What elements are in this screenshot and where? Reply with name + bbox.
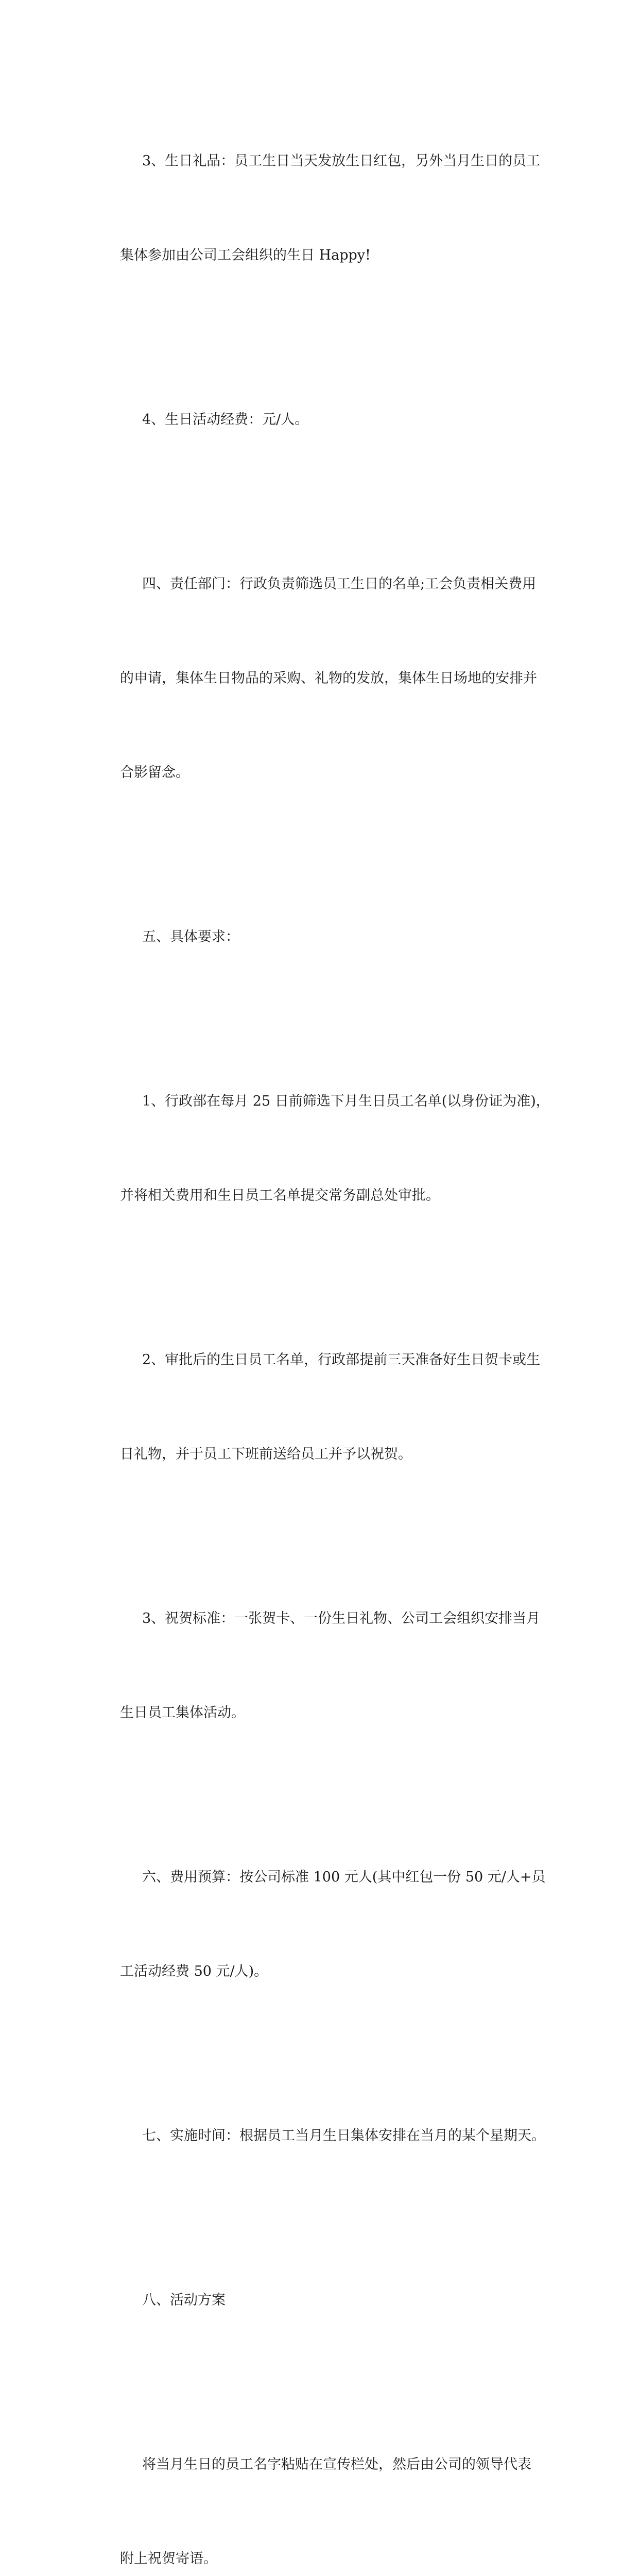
text-line: 合影留念。 <box>120 765 189 781</box>
text-line: 3、祝贺标准：一张贺卡、一份生日礼物、公司工会组织安排当月 <box>142 1611 541 1626</box>
paragraph-requirement-2 <box>98 1281 551 1533</box>
text-line: 附上祝贺寄语。 <box>120 2551 217 2567</box>
text-line: 八、活动方案 <box>142 2292 226 2308</box>
text-line: 1、行政部在每月 25 日前筛选下月生日员工名单(以身份证为准)， <box>142 1093 550 1109</box>
text-line: 四、责任部门：行政负责筛选员工生日的名单;工会负责相关费用 <box>142 576 537 592</box>
paragraph-requirement-1 <box>98 1023 551 1274</box>
text-line: 七、实施时间：根据员工当月生日集体安排在当月的某个星期天。 <box>142 2128 545 2144</box>
text-line: 生日员工集体活动。 <box>120 1705 245 1721</box>
text-line: 并将相关费用和生日员工名单提交常务副总处审批。 <box>120 1188 440 1204</box>
paragraph-requirement-3 <box>98 1540 551 1791</box>
section-heading-requirements <box>98 858 551 1015</box>
text-line: 3、生日礼品：员工生日当天发放生日红包，另外当月生日的员工 <box>142 153 541 169</box>
text-line: 4、生日活动经费：元/人。 <box>142 412 309 428</box>
text-line: 集体参加由公司工会组织的生日 Happy! <box>120 247 371 263</box>
text-line: 2、审批后的生日员工名单，行政部提前三天准备好生日贺卡或生 <box>142 1352 541 1368</box>
text-line: 日礼物，并于员工下班前送给员工并予以祝贺。 <box>120 1446 412 1462</box>
text-line: 工活动经费 50 元/人)。 <box>120 1963 268 1979</box>
text-line: 六、费用预算：按公司标准 100 元人(其中红包一份 50 元/人+员 <box>142 1869 546 1885</box>
paragraph-activity-fund <box>98 341 551 498</box>
paragraph-birthday-gift <box>98 82 551 334</box>
paragraph-responsible-dept <box>98 505 551 851</box>
text-line: 的申请，集体生日物品的采购、礼物的发放，集体生日场地的安排并 <box>120 670 537 686</box>
section-heading-activity-plan <box>98 2222 551 2379</box>
paragraph-schedule <box>98 2057 551 2214</box>
paragraph-bulletin <box>98 2386 551 2576</box>
text-line: 将当月生日的员工名字粘贴在宣传栏处，然后由公司的领导代表 <box>142 2456 531 2472</box>
text-line: 五、具体要求： <box>142 929 239 945</box>
paragraph-budget <box>98 1799 551 2050</box>
document-body <box>98 82 551 2576</box>
